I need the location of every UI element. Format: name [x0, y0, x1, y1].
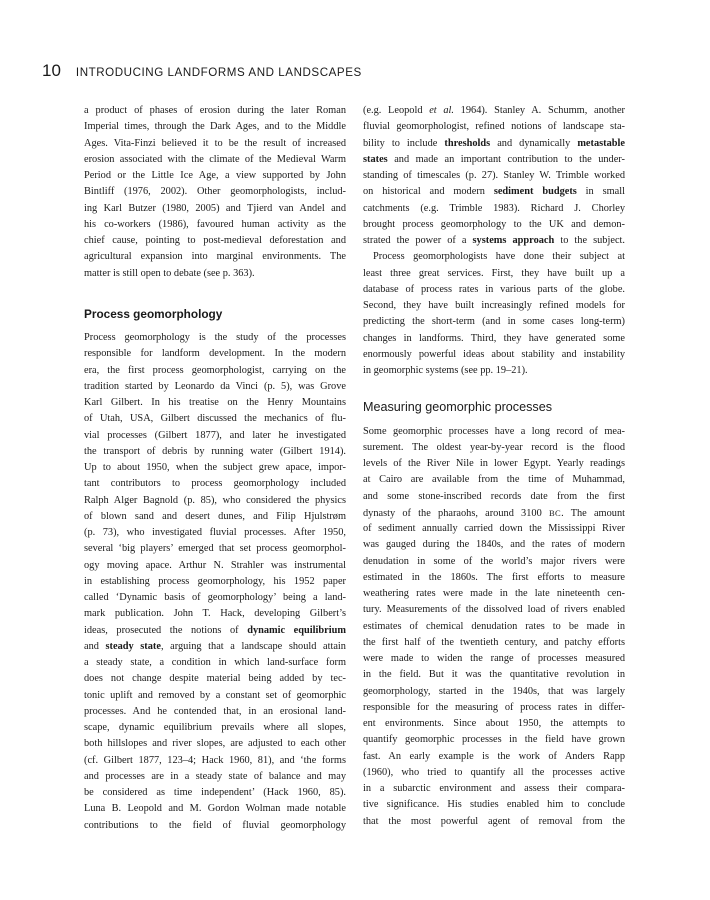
paragraph-roman-erosion	[84, 103, 346, 282]
text-line: database of process rates in various parts of the globe.	[363, 283, 625, 295]
text-line: Bintliff (1976, 2002). Other geomorphologists, includ-	[84, 186, 346, 198]
text-line: surement. The oldest year-by-year record is the flood	[363, 441, 625, 453]
left-column	[84, 103, 346, 834]
paragraph-process-geomorphology	[84, 330, 346, 834]
text-line: and some stone-inscribed records date from the first	[363, 490, 625, 502]
text-line: enormously powerful ideas about stability and instability	[363, 348, 625, 360]
text-run-italic: et al.	[429, 105, 454, 116]
text-line: tonic uplift and removed by a constant set of geomorphic	[84, 689, 346, 701]
text-line: chief cause, pointing to post-medieval deforestation and	[84, 235, 346, 246]
term-sediment-budgets: sediment budgets	[493, 186, 577, 198]
text-line: responsible for the measuring of process rates in differ-	[363, 701, 625, 713]
text-line: (1960), who tried to quantify all the processes active	[363, 766, 625, 778]
text-run: 1964). Stanley A. Schumm, another	[454, 105, 625, 116]
text-line: of blown sand and desert dunes, and Filip Hjulstrøm	[84, 510, 346, 522]
text-line: the first half of the twentieth century, and patchy efforts	[363, 636, 625, 648]
text-line: Up to about 1950, when the subject grew apace, impor-	[84, 462, 346, 473]
text-line: Karl Gilbert. In his treatise on the Henry Mountains	[84, 397, 346, 408]
running-head	[42, 61, 362, 85]
text-line	[363, 103, 625, 119]
text-run: bility to include	[363, 137, 445, 149]
text-run-small-caps: BC	[548, 507, 562, 518]
text-line: in the field. But it was the quantitative revolution in	[363, 669, 625, 681]
text-line: predicting the short-term (and in some cases long-term)	[363, 316, 625, 328]
text-line: the transport of debris by running water (Gilbert 1914).	[84, 445, 346, 457]
text-line: levels of the River Nile in lower Egypt. Yearly readings	[363, 458, 625, 469]
text-line: both hillslopes and river slopes, are adjusted to each other	[84, 738, 346, 750]
text-line: ing Karl Butzer (1980, 2005) and Tjierd van Andel and	[84, 202, 346, 214]
text-line: tury. Measurements of the dissolved load of rivers enabled	[363, 604, 625, 616]
text-line: contributions to the field of fluvial geomorphology	[84, 819, 346, 831]
text-line: mark publication. John T. Hack, developing Gilbert’s	[84, 608, 346, 620]
text-line: Luna B. Leopold and M. Gordon Wolman made notable	[84, 803, 346, 815]
term-states: states	[363, 153, 388, 165]
text-line: Imperial times, through the Dark Ages, and to the Middle	[84, 121, 346, 133]
text-line	[84, 623, 346, 639]
text-line: that the most powerful agent of removal from the	[363, 815, 625, 827]
text-line: responsible for landform development. In the modern	[84, 348, 346, 360]
text-line: Period or the Little Ice Age, a view supported by John	[84, 170, 346, 181]
paragraph-great-services	[363, 249, 625, 379]
text-line: processes. And he contended that, in an erosional land-	[84, 705, 346, 717]
section-heading-process-geomorphology: Process geomorphology	[84, 307, 223, 321]
text-line	[363, 184, 625, 200]
text-line: tradition started by Leonardo da Vinci (p. 5), was Grove	[84, 380, 346, 392]
text-line: a steady state, a condition in which land-surface form	[84, 657, 346, 668]
text-run: , arguing that a landscape should attain	[160, 640, 346, 652]
text-line: ogy moving apace. Arthur N. Strahler was instrumental	[84, 559, 346, 571]
text-line: vial processes (Gilbert 1877), and later he investigated	[84, 429, 346, 441]
text-run: and dynamically	[490, 137, 578, 149]
text-line: and processes are in a steady state of balance and may	[84, 770, 346, 782]
text-line: era, the first process geomorphologist, carrying on the	[84, 364, 346, 376]
text-line: Ages. Vita-Finzi believed it to be the result of increased	[84, 137, 346, 149]
text-run: . The amount	[561, 507, 625, 519]
text-run: and	[84, 640, 106, 652]
text-line: denudation in some of the world’s major rivers were	[363, 555, 625, 567]
text-line: in establishing process geomorphology, his 1952 paper	[84, 575, 346, 587]
text-line: erosion associated with the climate of the Medieval Warm	[84, 153, 346, 165]
text-run: and made an important contribution to the under-	[387, 153, 625, 165]
text-line: does not change despite material being added by tec-	[84, 673, 346, 685]
text-line: ent environments. Since about 1950, the attempts to	[363, 718, 625, 729]
text-line	[84, 639, 346, 655]
text-line: at Cairo are available from the time of Muhammad,	[363, 474, 625, 486]
text-run: in small	[576, 186, 625, 198]
text-line: agricultural expansion into marginal environments. The	[84, 251, 346, 263]
text-line: standing of timescales (p. 27). Stanley W. Trimble worked	[363, 170, 625, 181]
term-steady-state: steady state	[105, 640, 161, 652]
text-line: Process geomorphologists have done their subject at	[373, 251, 625, 263]
section-heading-measuring-processes: Measuring geomorphic processes	[363, 399, 552, 414]
text-line: quantify geomorphic processes in the field have grown	[363, 734, 625, 746]
text-line: Ralph Alger Bagnold (p. 85), who considered the physics	[84, 494, 346, 506]
text-run: to the subject.	[554, 235, 625, 246]
text-line: in geomorphic systems (see pp. 19–21).	[363, 365, 528, 376]
text-line: geomorphology, started in the 1940s, that was largely	[363, 685, 625, 697]
text-line	[363, 505, 625, 521]
text-line: matter is still open to debate (see p. 363).	[84, 267, 255, 279]
term-metastable: metastable	[577, 137, 625, 149]
text-line: scape, dynamic equilibrium prevails where all slopes,	[84, 722, 346, 733]
term-thresholds: thresholds	[444, 137, 491, 149]
text-line: (p. 73), who investigated fluvial processes. After 1950,	[84, 527, 346, 538]
text-run: on historical and modern	[363, 186, 494, 198]
text-line: Some geomorphic processes have a long record of mea-	[363, 425, 625, 437]
text-line	[363, 152, 625, 168]
text-line: a product of phases of erosion during the later Roman	[84, 105, 346, 116]
text-line: in a subarctic environment and assess their compara-	[363, 783, 625, 794]
text-line	[363, 233, 625, 249]
text-line: (cf. Gilbert 1877, 123–4; Hack 1960, 81), and ‘the forms	[84, 754, 346, 766]
text-line: tant contributors to process geomorphology included	[84, 478, 346, 490]
text-line: estimates of chemical denudation rates to be made in	[363, 620, 625, 632]
text-line: fast. An early example is the work of Anders Rapp	[363, 750, 625, 762]
text-line: changes in landforms. Third, they have generated some	[363, 332, 625, 344]
text-line: brought process geomorphology to the UK and demon-	[363, 218, 625, 230]
text-line: were made to widen the range of processes measured	[363, 653, 625, 664]
text-line	[363, 136, 625, 152]
term-dynamic-equilibrium: dynamic equilibrium	[247, 624, 346, 636]
text-line: his co-workers (1986), favoured human activity as the	[84, 218, 346, 230]
text-line: Process geomorphology is the study of the processes	[84, 332, 346, 343]
text-line: of Utah, USA, Gilbert discussed the mechanics of flu-	[84, 413, 346, 425]
right-column	[363, 103, 625, 830]
text-line: weathering rates were made in the late nineteenth cen-	[363, 588, 625, 599]
text-line: be considered as time independent’ (Hack 1960, 85).	[84, 787, 346, 798]
text-line: tive significance. His studies enabled him to conclude	[363, 799, 625, 811]
paragraph-leopold-schumm	[363, 103, 625, 249]
text-run: dynasty of the pharaohs, around 3100	[363, 507, 549, 519]
text-line: of sediment annually carried down the Mississippi River	[363, 523, 625, 534]
page-number: 10	[42, 61, 61, 80]
text-line: catchments (e.g. Trimble 1983). Richard J. Chorley	[363, 202, 625, 214]
term-systems-approach: systems approach	[472, 235, 555, 246]
text-line: fluvial geomorphologist, refined notions of landscape sta-	[363, 121, 625, 133]
chapter-title: INTRODUCING LANDFORMS AND LANDSCAPES	[75, 66, 362, 79]
text-run: strated the power of a	[363, 235, 473, 246]
text-line: Second, they have built increasingly refined models for	[363, 300, 625, 311]
text-line: several ‘big players’ emerged that set process geomorphol-	[84, 543, 346, 555]
text-line: estimated in the 1860s. The first efforts to measure	[363, 571, 625, 583]
text-run: ideas, prosecuted the notions of	[84, 624, 248, 636]
text-run: (e.g. Leopold	[363, 105, 430, 116]
text-line: least three great services. First, they have built up a	[363, 267, 625, 279]
paragraph-measuring-processes	[363, 424, 625, 830]
text-line: called ‘Dynamic basis of geomorphology’ being a land-	[84, 592, 346, 603]
text-line: was gauged during the 1840s, and the rates of modern	[363, 539, 625, 551]
